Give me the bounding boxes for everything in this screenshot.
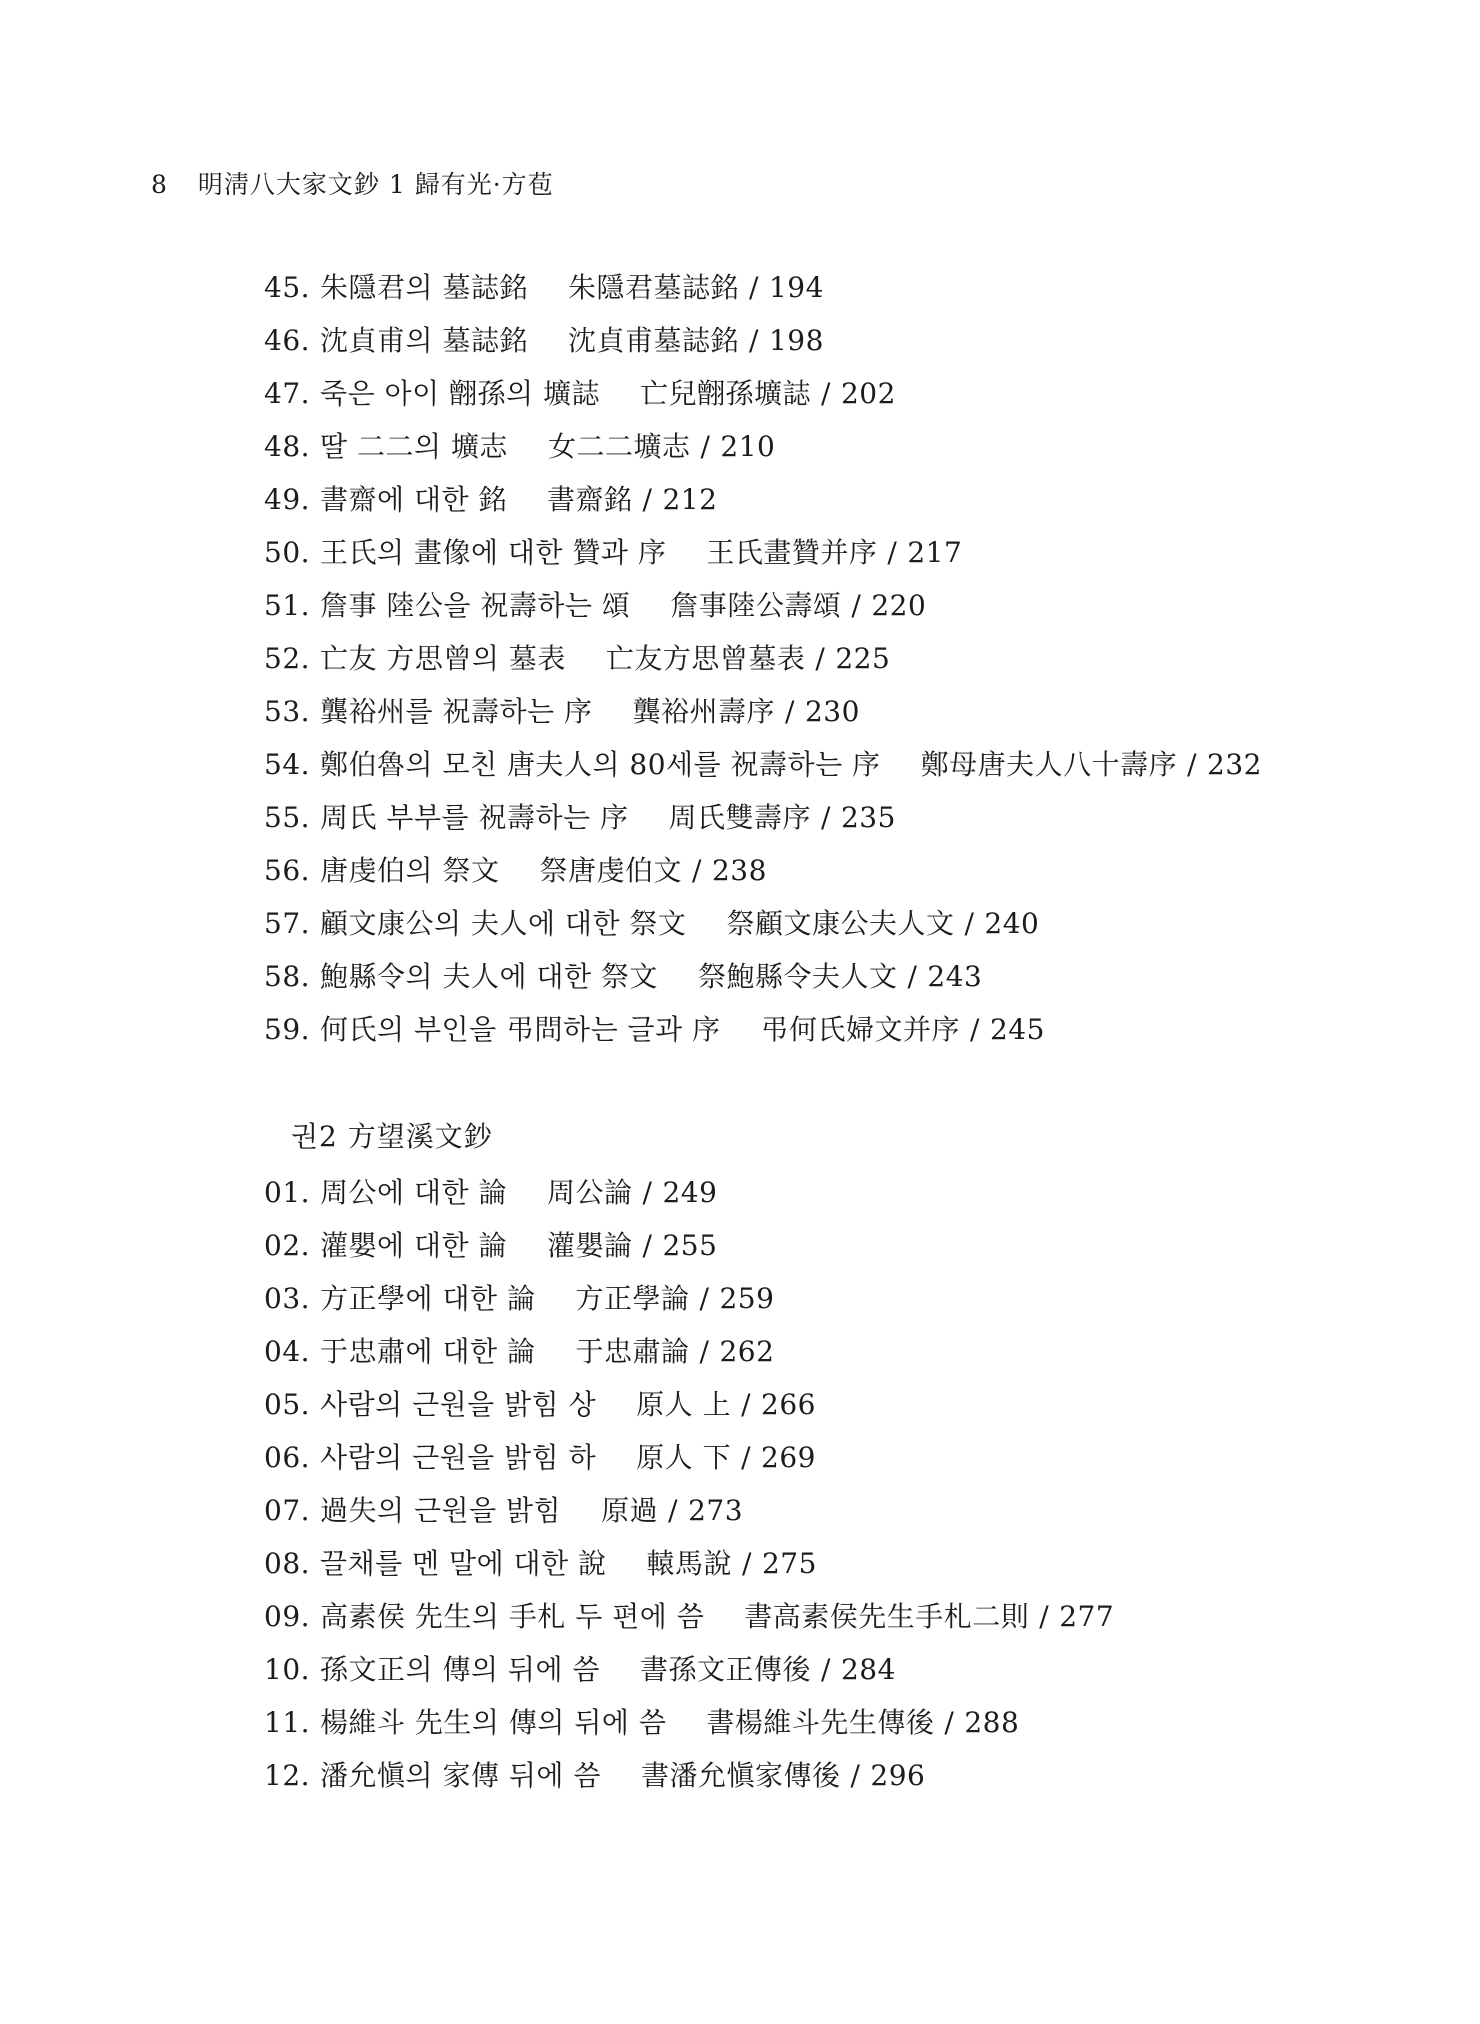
entry-title-ko: 方正學에 대한 論 <box>320 1282 536 1315</box>
toc-entry <box>264 1378 1420 1431</box>
entry-separator: / <box>887 536 898 569</box>
entry-page-number: 210 <box>720 430 776 463</box>
entry-title-zh: 弔何氏婦文并序 <box>760 1013 961 1046</box>
entry-separator: / <box>821 801 831 834</box>
entry-number: 45. <box>264 271 311 304</box>
entry-page-number: 275 <box>761 1547 817 1580</box>
toc-section-1 <box>264 261 1420 1056</box>
toc-entry <box>264 897 1420 950</box>
toc-entry <box>264 844 1420 897</box>
entry-title-zh: 原人 上 <box>636 1388 732 1421</box>
entry-page-number: 202 <box>840 377 896 410</box>
entry-title-ko: 潘允愼의 家傳 뒤에 씀 <box>320 1759 601 1792</box>
entry-number: 04. <box>264 1335 311 1368</box>
entry-title-zh: 周氏雙壽序 <box>668 801 811 834</box>
toc-entry <box>264 632 1420 685</box>
entry-separator: / <box>642 1176 653 1209</box>
entry-number: 47. <box>264 377 311 410</box>
entry-separator: / <box>1187 748 1198 781</box>
entry-title-ko: 高素侯 先生의 手札 두 편에 씀 <box>320 1600 705 1633</box>
entry-title-ko: 過失의 근원을 밝힘 <box>320 1494 562 1527</box>
entry-page-number: 296 <box>870 1759 926 1792</box>
entry-title-zh: 鄭母唐夫人八十壽序 <box>920 748 1178 781</box>
toc-entry <box>264 1537 1420 1590</box>
entry-title-ko: 周公에 대한 論 <box>320 1176 507 1209</box>
section-2-title: 권2 方望溪文鈔 <box>291 1120 493 1153</box>
toc-entry <box>264 367 1420 420</box>
entry-separator: / <box>821 377 831 410</box>
toc-entry <box>264 1325 1420 1378</box>
entry-page-number: 217 <box>907 536 963 569</box>
entry-title-ko: 亡友 方思曾의 墓表 <box>320 642 566 675</box>
entry-title-ko: 龔裕州를 祝壽하는 序 <box>320 695 593 728</box>
entry-number: 01. <box>264 1176 311 1209</box>
entry-title-zh: 書潘允愼家傳後 <box>640 1759 841 1792</box>
entry-separator: / <box>700 430 711 463</box>
entry-page-number: 198 <box>768 324 824 357</box>
entry-page-number: 288 <box>964 1706 1020 1739</box>
entry-title-zh: 灌嬰論 <box>546 1229 633 1262</box>
entry-separator: / <box>970 1013 980 1046</box>
entry-separator: / <box>850 1759 861 1792</box>
entry-page-number: 255 <box>662 1229 718 1262</box>
entry-title-zh: 亡兒䎖孫壙誌 <box>639 377 811 410</box>
entry-title-ko: 사람의 근원을 밝힘 상 <box>320 1388 597 1421</box>
entry-title-zh: 女二二壙志 <box>547 430 691 463</box>
entry-separator: / <box>964 907 975 940</box>
book-title: 明淸八大家文鈔 1 歸有光·方苞 <box>197 170 554 199</box>
entry-title-zh: 祭顧文康公夫人文 <box>726 907 955 940</box>
entry-page-number: 235 <box>840 801 896 834</box>
entry-title-zh: 朱隱君墓誌銘 <box>567 271 739 304</box>
toc-section-2 <box>264 1166 1420 1802</box>
entry-title-zh: 沈貞甫墓誌銘 <box>567 324 739 357</box>
entry-title-ko: 딸 二二의 壙志 <box>320 430 508 463</box>
entry-page-number: 262 <box>719 1335 775 1368</box>
entry-title-zh: 原過 <box>601 1494 659 1527</box>
entry-number: 11. <box>264 1706 311 1739</box>
entry-title-zh: 方正學論 <box>575 1282 690 1315</box>
entry-page-number: 277 <box>1059 1600 1115 1633</box>
toc-entry <box>264 1590 1420 1643</box>
entry-number: 50. <box>264 536 311 569</box>
entry-title-zh: 詹事陸公壽頌 <box>670 589 842 622</box>
toc-entry <box>264 1643 1420 1696</box>
entry-separator: / <box>741 1388 752 1421</box>
toc-entry <box>264 1696 1420 1749</box>
toc-entry <box>264 261 1420 314</box>
entry-number: 12. <box>264 1759 311 1792</box>
entry-separator: / <box>741 1441 752 1474</box>
entry-page-number: 232 <box>1207 748 1262 781</box>
entry-separator: / <box>907 960 918 993</box>
entry-separator: / <box>692 854 702 887</box>
entry-title-zh: 龔裕州壽序 <box>632 695 775 728</box>
entry-number: 59. <box>264 1013 311 1046</box>
toc-entry <box>264 1219 1420 1272</box>
entry-separator: / <box>742 1547 752 1580</box>
entry-number: 51. <box>264 589 311 622</box>
entry-page-number: 194 <box>768 271 824 304</box>
entry-title-ko: 周氏 부부를 祝壽하는 序 <box>320 801 629 834</box>
entry-number: 46. <box>264 324 311 357</box>
entry-title-zh: 周公論 <box>546 1176 633 1209</box>
entry-title-ko: 于忠肅에 대한 論 <box>320 1335 536 1368</box>
entry-number: 07. <box>264 1494 311 1527</box>
entry-title-ko: 書齋에 대한 銘 <box>320 483 507 516</box>
entry-page-number: 230 <box>804 695 860 728</box>
entry-separator: / <box>749 324 759 357</box>
entry-number: 05. <box>264 1388 311 1421</box>
entry-separator: / <box>749 271 759 304</box>
entry-page-number: 259 <box>719 1282 775 1315</box>
entry-title-ko: 顧文康公의 夫人에 대한 祭文 <box>320 907 687 940</box>
entry-number: 09. <box>264 1600 311 1633</box>
toc-entry <box>264 685 1420 738</box>
entry-title-zh: 于忠肅論 <box>575 1335 690 1368</box>
entry-number: 54. <box>264 748 311 781</box>
entry-number: 03. <box>264 1282 311 1315</box>
entry-page-number: 240 <box>984 907 1040 940</box>
entry-page-number: 212 <box>662 483 718 516</box>
entry-title-ko: 王氏의 畫像에 대한 贊과 序 <box>320 536 667 569</box>
entry-number: 53. <box>264 695 311 728</box>
toc-entry <box>264 1431 1420 1484</box>
entry-number: 10. <box>264 1653 311 1686</box>
toc-entry <box>264 526 1420 579</box>
entry-number: 02. <box>264 1229 311 1262</box>
entry-number: 49. <box>264 483 311 516</box>
entry-title-zh: 書高素侯先生手札二則 <box>744 1600 1030 1633</box>
entry-title-ko: 唐虔伯의 祭文 <box>320 854 500 887</box>
toc-entry <box>264 791 1420 844</box>
entry-separator: / <box>699 1282 710 1315</box>
entry-number: 06. <box>264 1441 311 1474</box>
entry-title-ko: 孫文正의 傳의 뒤에 씀 <box>320 1653 600 1686</box>
entry-page-number: 243 <box>927 960 983 993</box>
entry-title-ko: 죽은 아이 䎖孫의 壙誌 <box>320 377 600 410</box>
entry-separator: / <box>821 1653 831 1686</box>
entry-number: 57. <box>264 907 311 940</box>
toc-entry <box>264 579 1420 632</box>
entry-number: 08. <box>264 1547 311 1580</box>
entry-title-zh: 書孫文正傳後 <box>639 1653 811 1686</box>
entry-page-number: 220 <box>871 589 927 622</box>
toc-entry <box>264 420 1420 473</box>
entry-title-zh: 祭唐虔伯文 <box>539 854 682 887</box>
entry-separator: / <box>815 642 826 675</box>
entry-number: 55. <box>264 801 311 834</box>
entry-page-number: 273 <box>688 1494 744 1527</box>
entry-title-zh: 原人 下 <box>636 1441 732 1474</box>
entry-page-number: 238 <box>711 854 767 887</box>
entry-title-ko: 何氏의 부인을 弔問하는 글과 序 <box>320 1013 721 1046</box>
entry-title-zh: 轅馬說 <box>646 1547 733 1580</box>
entry-page-number: 284 <box>840 1653 896 1686</box>
entry-title-zh: 書齋銘 <box>546 483 633 516</box>
entry-title-ko: 朱隱君의 墓誌銘 <box>320 271 528 304</box>
entry-separator: / <box>699 1335 710 1368</box>
entry-title-zh: 王氏畫贊并序 <box>706 536 878 569</box>
entry-separator: / <box>785 695 795 728</box>
entry-title-ko: 鄭伯魯의 모친 唐夫人의 80세를 祝壽하는 序 <box>320 748 881 781</box>
entry-number: 56. <box>264 854 311 887</box>
entry-title-zh: 亡友方思曾墓表 <box>605 642 806 675</box>
entry-page-number: 266 <box>761 1388 816 1421</box>
toc-entry <box>264 1166 1420 1219</box>
entry-separator: / <box>1039 1600 1050 1633</box>
toc-entry <box>264 950 1420 1003</box>
entry-separator: / <box>642 1229 653 1262</box>
toc-entry <box>264 1003 1420 1056</box>
entry-title-zh: 書楊維斗先生傳後 <box>706 1706 935 1739</box>
running-header <box>151 170 554 200</box>
entry-page-number: 225 <box>835 642 891 675</box>
entry-number: 58. <box>264 960 311 993</box>
entry-separator: / <box>668 1494 679 1527</box>
entry-number: 48. <box>264 430 311 463</box>
entry-separator: / <box>642 483 653 516</box>
entry-title-zh: 祭鮑縣令夫人文 <box>697 960 898 993</box>
page-number: 8 <box>151 170 168 199</box>
entry-page-number: 245 <box>989 1013 1045 1046</box>
toc-entry <box>264 1484 1420 1537</box>
entry-title-ko: 詹事 陸公을 祝壽하는 頌 <box>320 589 631 622</box>
entry-title-ko: 沈貞甫의 墓誌銘 <box>320 324 528 357</box>
entry-title-ko: 楊維斗 先生의 傳의 뒤에 씀 <box>320 1706 667 1739</box>
entry-title-ko: 끌채를 멘 말에 대한 說 <box>320 1547 607 1580</box>
entry-title-ko: 사람의 근원을 밝힘 하 <box>320 1441 597 1474</box>
toc-entry <box>264 314 1420 367</box>
entry-separator: / <box>851 589 862 622</box>
toc-entry <box>264 1749 1420 1802</box>
entry-page-number: 269 <box>761 1441 816 1474</box>
entry-title-ko: 灌嬰에 대한 論 <box>320 1229 507 1262</box>
toc-entry <box>264 473 1420 526</box>
toc-entry <box>264 1272 1420 1325</box>
entry-separator: / <box>944 1706 955 1739</box>
entry-number: 52. <box>264 642 311 675</box>
toc-entry <box>264 738 1420 791</box>
entry-page-number: 249 <box>662 1176 718 1209</box>
entry-title-ko: 鮑縣令의 夫人에 대한 祭文 <box>320 960 658 993</box>
